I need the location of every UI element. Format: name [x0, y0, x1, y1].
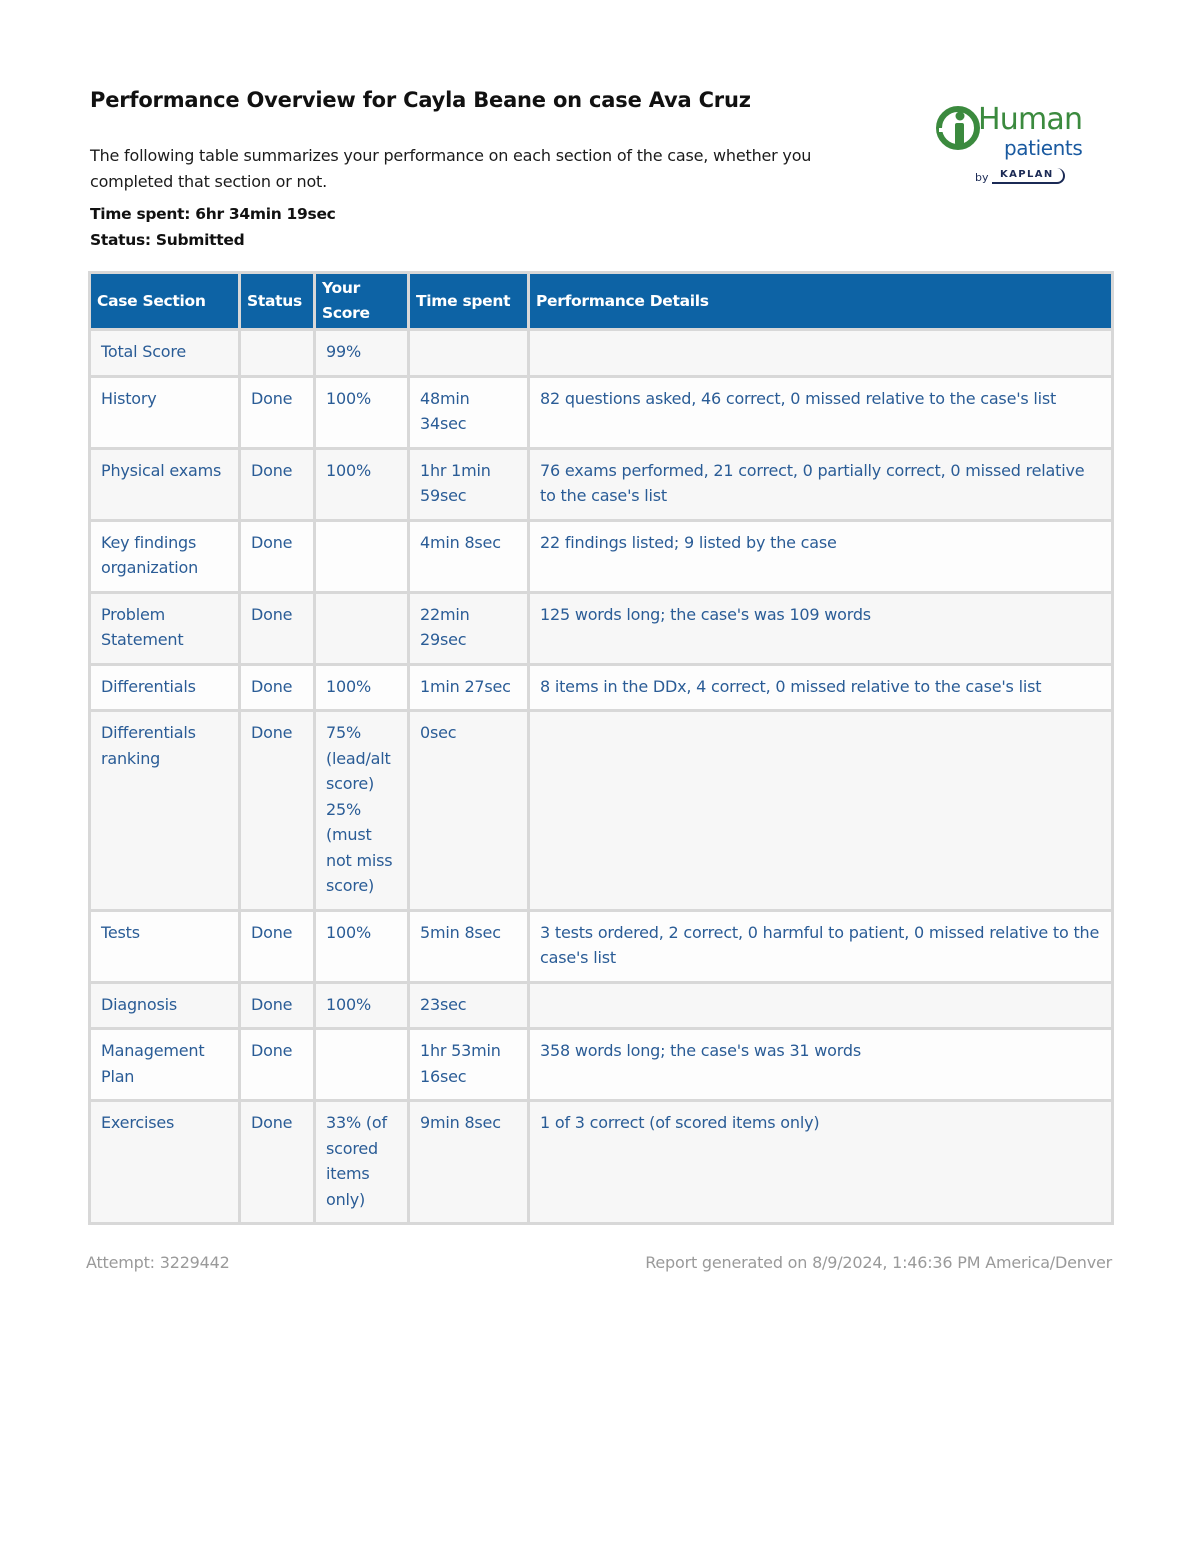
- table-row: [91, 1030, 1111, 1099]
- table-row: [91, 594, 1111, 663]
- cell-section: Tests: [91, 912, 238, 981]
- report-generated-timestamp: Report generated on 8/9/2024, 1:46:36 PM America/Denver: [645, 1253, 1112, 1272]
- table-row: [91, 984, 1111, 1028]
- performance-table: [88, 271, 1114, 1225]
- cell-section: Exercises: [91, 1102, 238, 1222]
- header-time-spent: Time spent: [410, 274, 527, 328]
- cell-details: 125 words long; the case's was 109 words: [530, 594, 1111, 663]
- cell-details: 82 questions asked, 46 correct, 0 missed relative to the case's list: [530, 378, 1111, 447]
- cell-status: Done: [241, 984, 313, 1028]
- cell-score: 75% (lead/alt score) 25% (must not miss score): [316, 712, 407, 909]
- cell-status: Done: [241, 450, 313, 519]
- table-row: [91, 666, 1111, 710]
- cell-time: 23sec: [410, 984, 527, 1028]
- cell-details: [530, 331, 1111, 375]
- table-row: [91, 450, 1111, 519]
- header-case-section: Case Section: [91, 274, 238, 328]
- table-header-row: [91, 274, 1111, 328]
- cell-section: History: [91, 378, 238, 447]
- cell-time: 5min 8sec: [410, 912, 527, 981]
- cell-section: Differentials ranking: [91, 712, 238, 909]
- cell-time: 1hr 1min 59sec: [410, 450, 527, 519]
- logo-by-text: by: [975, 171, 989, 184]
- cell-details: 3 tests ordered, 2 correct, 0 harmful to patient, 0 missed relative to the case's list: [530, 912, 1111, 981]
- cell-section: Diagnosis: [91, 984, 238, 1028]
- cell-details: 22 findings listed; 9 listed by the case: [530, 522, 1111, 591]
- cell-section: Total Score: [91, 331, 238, 375]
- cell-section: Key findings organization: [91, 522, 238, 591]
- page-title: Performance Overview for Cayla Beane on case Ava Cruz: [90, 88, 751, 112]
- cell-status: Done: [241, 666, 313, 710]
- cell-score: 99%: [316, 331, 407, 375]
- cell-time: 0sec: [410, 712, 527, 909]
- header-status: Status: [241, 274, 313, 328]
- header-performance-details: Performance Details: [530, 274, 1111, 328]
- cell-status: Done: [241, 522, 313, 591]
- cell-details: 8 items in the DDx, 4 correct, 0 missed relative to the case's list: [530, 666, 1111, 710]
- cell-details: 358 words long; the case's was 31 words: [530, 1030, 1111, 1099]
- cell-section: Differentials: [91, 666, 238, 710]
- table-row: [91, 1102, 1111, 1222]
- cell-status: Done: [241, 1102, 313, 1222]
- cell-score: 33% (of scored items only): [316, 1102, 407, 1222]
- cell-score: [316, 594, 407, 663]
- intro-text: The following table summarizes your performance on each section of the case, whether you completed that section or not.: [90, 146, 812, 191]
- total-time-spent: Time spent: 6hr 34min 19sec: [90, 205, 336, 223]
- table-row: [91, 712, 1111, 909]
- cell-status: Done: [241, 594, 313, 663]
- table-row: [91, 378, 1111, 447]
- cell-section: Problem Statement: [91, 594, 238, 663]
- cell-score: [316, 522, 407, 591]
- cell-details: [530, 984, 1111, 1028]
- cell-score: 100%: [316, 378, 407, 447]
- header-your-score: Your Score: [316, 274, 407, 328]
- cell-score: 100%: [316, 984, 407, 1028]
- cell-score: 100%: [316, 666, 407, 710]
- i-human-logo-icon: [936, 106, 980, 150]
- logo-kaplan-text: KAPLAN: [992, 168, 1065, 184]
- logo-sub-text: patients: [1004, 136, 1083, 160]
- cell-time: 9min 8sec: [410, 1102, 527, 1222]
- cell-time: 1min 27sec: [410, 666, 527, 710]
- i-human-patients-logo: [936, 100, 1116, 200]
- cell-section: Physical exams: [91, 450, 238, 519]
- submission-status: Status: Submitted: [90, 231, 245, 249]
- cell-section: Management Plan: [91, 1030, 238, 1099]
- cell-status: Done: [241, 712, 313, 909]
- cell-details: 1 of 3 correct (of scored items only): [530, 1102, 1111, 1222]
- cell-details: 76 exams performed, 21 correct, 0 partially correct, 0 missed relative to the case's list: [530, 450, 1111, 519]
- cell-time: [410, 331, 527, 375]
- logo-brand-text: Human: [978, 102, 1083, 137]
- table-row: [91, 912, 1111, 981]
- cell-status: [241, 331, 313, 375]
- cell-status: Done: [241, 378, 313, 447]
- table-row: [91, 522, 1111, 591]
- attempt-id: Attempt: 3229442: [86, 1253, 230, 1272]
- cell-status: Done: [241, 1030, 313, 1099]
- cell-score: 100%: [316, 912, 407, 981]
- table-row: [91, 331, 1111, 375]
- cell-score: [316, 1030, 407, 1099]
- cell-time: 1hr 53min 16sec: [410, 1030, 527, 1099]
- cell-status: Done: [241, 912, 313, 981]
- cell-time: 4min 8sec: [410, 522, 527, 591]
- cell-score: 100%: [316, 450, 407, 519]
- cell-time: 48min 34sec: [410, 378, 527, 447]
- cell-time: 22min 29sec: [410, 594, 527, 663]
- cell-details: [530, 712, 1111, 909]
